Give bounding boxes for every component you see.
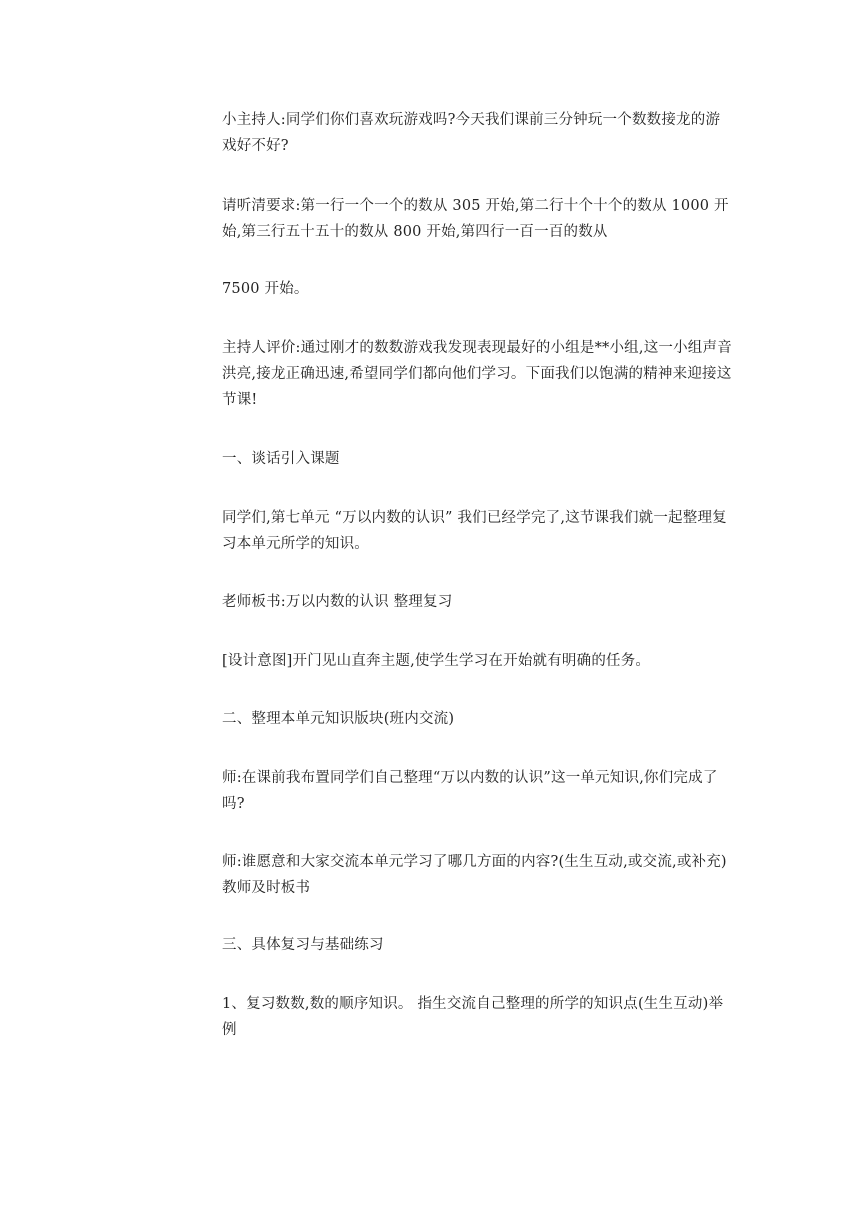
paragraph-teacher-question-1: 师:在课前我布置同学们自己整理“万以内数的认识”这一单元知识,你们完成了吗?: [222, 770, 718, 812]
paragraph-host-intro: 小主持人:同学们你们喜欢玩游戏吗?今天我们课前三分钟玩一个数数接龙的游戏好不好?: [222, 112, 721, 154]
section-heading-2: 二、整理本单元知识版块(班内交流): [222, 711, 455, 727]
paragraph-board-writing: 老师板书:万以内数的认识 整理复习: [222, 594, 453, 610]
section-heading-1: 一、谈话引入课题: [222, 451, 340, 467]
paragraph-unit-intro: 同学们,第七单元 “万以内数的认识” 我们已经学完了,这节课我们就一起整理复习本单元所学的知识。: [222, 510, 727, 552]
paragraph-host-evaluation: 主持人评价:通过刚才的数数游戏我发现表现最好的小组是**小组,这一小组声音洪亮,接龙正确迅速,希望同学们都向他们学习。下面我们以饱满的精神来迎接这节课!: [222, 340, 732, 408]
paragraph-teacher-question-2: 师:谁愿意和大家交流本单元学习了哪几方面的内容?(生生互动,或交流,或补充) 教师及时板书: [222, 854, 727, 896]
paragraph-rules-continued: 7500 开始。: [222, 281, 309, 297]
paragraph-review-item-1: 1、复习数数,数的顺序知识。 指生交流自己整理的所学的知识点(生生互动)举例: [222, 996, 724, 1038]
paragraph-rules: 请听清要求:第一行一个一个的数从 305 开始,第二行十个十个的数从 1000 开始,第三行五十五十的数从 800 开始,第四行一百一百的数从: [222, 198, 729, 240]
paragraph-design-intent: [设计意图]开门见山直奔主题,使学生学习在开始就有明确的任务。: [222, 653, 651, 669]
section-heading-3: 三、具体复习与基础练习: [222, 937, 384, 953]
